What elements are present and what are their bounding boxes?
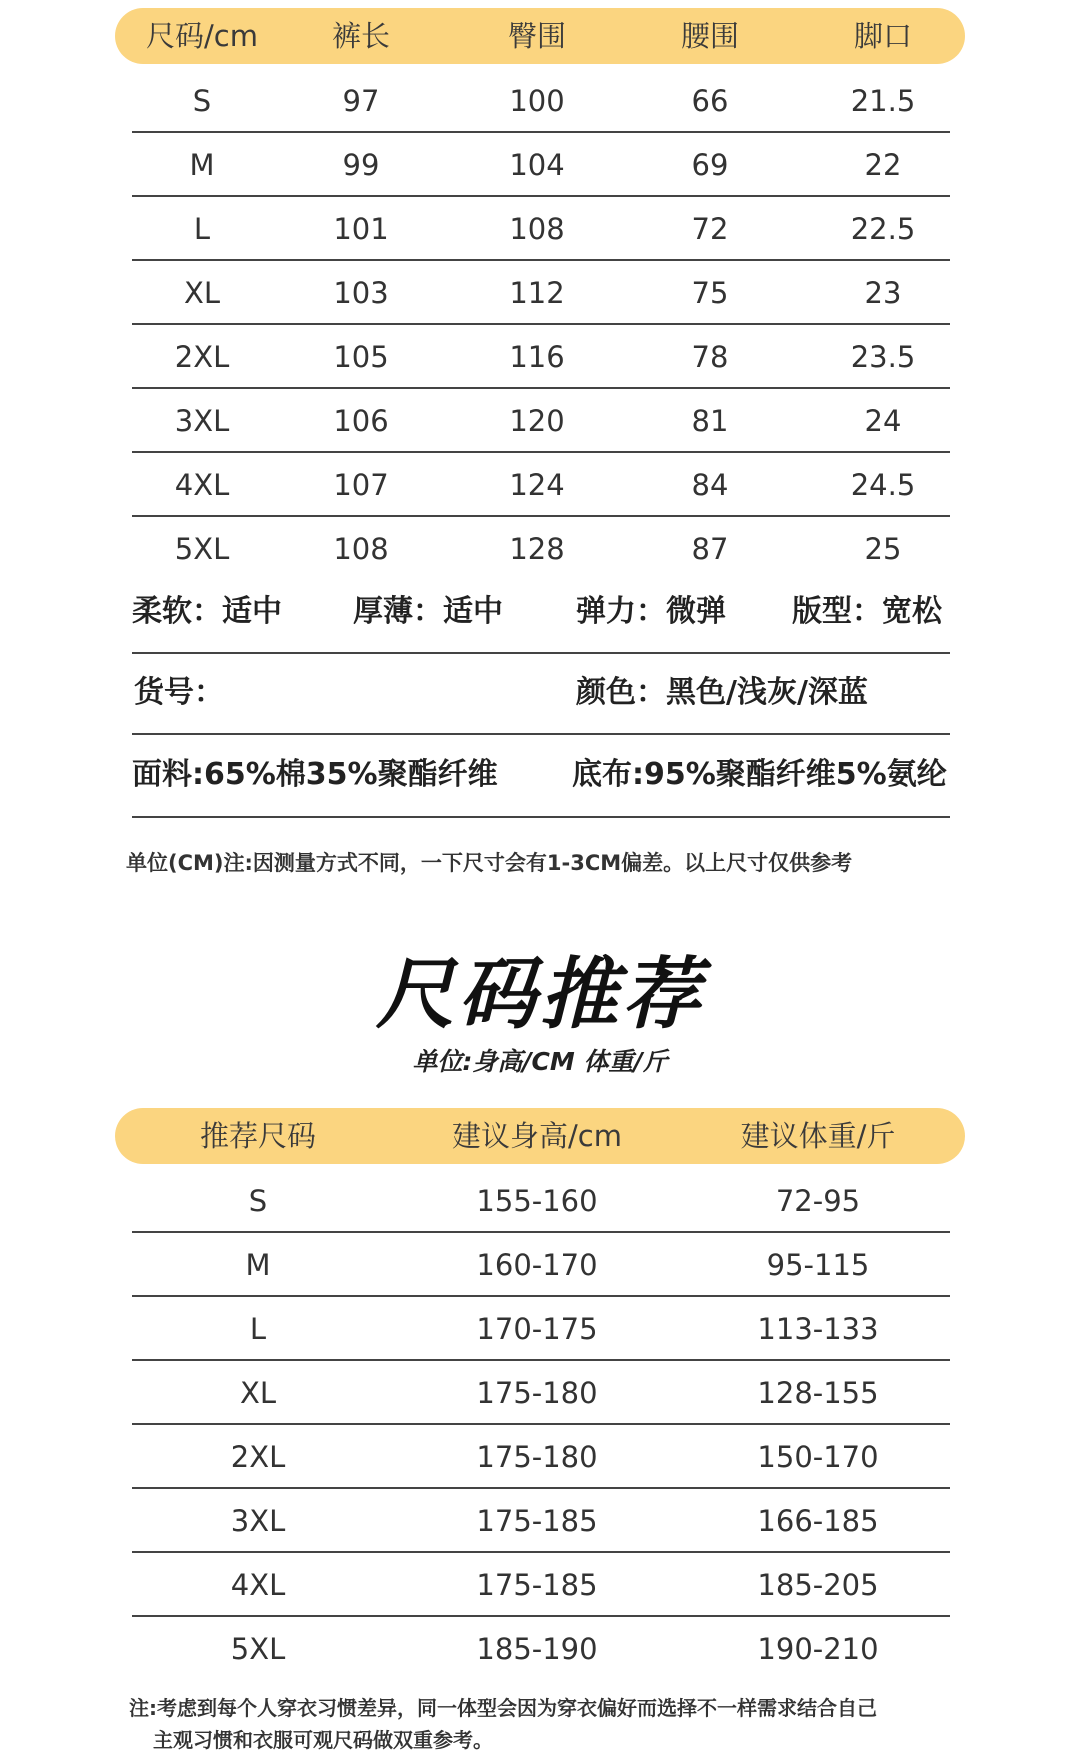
- size-hem-cell: 21.5: [850, 84, 916, 118]
- table-row: [0, 517, 1080, 581]
- recommend-size-cell: L: [249, 1312, 267, 1346]
- spec-item-number: 货号：: [134, 675, 224, 710]
- size-waist-cell: 84: [691, 468, 729, 502]
- table-row: [0, 1425, 1080, 1489]
- size-hip-cell: 116: [509, 340, 565, 374]
- size-hem-cell: 25: [864, 532, 902, 566]
- size-length-cell: 97: [342, 84, 380, 118]
- size-hem-cell: 23: [864, 276, 902, 310]
- recommend-size-cell: XL: [239, 1376, 277, 1410]
- spec-fabric: 面料:65%棉35%聚酯纤维: [132, 757, 498, 792]
- spec-colors: 颜色：黑色/浅灰/深蓝: [576, 675, 868, 710]
- size-hip-cell: 124: [509, 468, 565, 502]
- header-size: 尺码/cm: [146, 19, 258, 53]
- table-row: [0, 1361, 1080, 1425]
- header-length: 裤长: [331, 19, 391, 53]
- recommend-size-cell: M: [245, 1248, 271, 1282]
- table-row: [0, 453, 1080, 517]
- size-hem-cell: 24: [864, 404, 902, 438]
- table-row: [0, 1169, 1080, 1233]
- size-size-cell: M: [189, 148, 215, 182]
- size-size-cell: 3XL: [174, 404, 230, 438]
- recommend-weight-cell: 128-155: [757, 1376, 879, 1410]
- size-waist-cell: 81: [691, 404, 729, 438]
- size-waist-cell: 69: [691, 148, 729, 182]
- size-hip-cell: 104: [509, 148, 565, 182]
- size-size-cell: XL: [183, 276, 221, 310]
- size-hem-cell: 23.5: [850, 340, 916, 374]
- table-row: [0, 197, 1080, 261]
- header-hip: 臀围: [507, 19, 567, 53]
- footer-note-line2: 主观习惯和衣服可观尺码做双重参考。: [153, 1728, 493, 1752]
- recommend-height-cell: 160-170: [476, 1248, 598, 1282]
- size-length-cell: 108: [333, 532, 389, 566]
- size-length-cell: 103: [333, 276, 389, 310]
- header-recommended-size: 推荐尺码: [199, 1119, 317, 1153]
- recommend-height-cell: 175-180: [476, 1440, 598, 1474]
- footer-note-line1: 注:考虑到每个人穿衣习惯差异，同一体型会因为穿衣偏好而选择不一样需求结合自己: [129, 1696, 877, 1720]
- spec-divider: [132, 816, 950, 818]
- table-row: [0, 1297, 1080, 1361]
- recommend-weight-cell: 185-205: [757, 1568, 879, 1602]
- recommend-height-cell: 175-185: [476, 1504, 598, 1538]
- size-length-cell: 101: [333, 212, 389, 246]
- spec-elasticity: 弹力：微弹: [576, 594, 726, 629]
- size-length-cell: 105: [333, 340, 389, 374]
- size-size-cell: 5XL: [174, 532, 230, 566]
- recommend-weight-cell: 190-210: [757, 1632, 879, 1666]
- spec-softness: 柔软：适中: [132, 594, 282, 629]
- size-size-cell: 4XL: [174, 468, 230, 502]
- table-row: [0, 1489, 1080, 1553]
- recommend-height-cell: 155-160: [476, 1184, 598, 1218]
- recommend-subtitle: 单位:身高/CM 体重/斤: [412, 1047, 668, 1076]
- table-row: [0, 389, 1080, 453]
- table-row: [0, 1233, 1080, 1297]
- size-hip-cell: 100: [509, 84, 565, 118]
- size-waist-cell: 72: [691, 212, 729, 246]
- recommend-title: 尺码推荐: [375, 950, 704, 1040]
- spec-thickness: 厚薄：适中: [353, 594, 503, 629]
- size-length-cell: 99: [342, 148, 380, 182]
- table-row: [0, 1617, 1080, 1681]
- size-hip-cell: 112: [509, 276, 565, 310]
- size-size-cell: L: [193, 212, 211, 246]
- size-waist-cell: 75: [691, 276, 729, 310]
- recommend-weight-cell: 95-115: [766, 1248, 870, 1282]
- size-size-cell: S: [192, 84, 212, 118]
- table-row: [0, 261, 1080, 325]
- recommend-weight-cell: 72-95: [775, 1184, 861, 1218]
- recommend-height-cell: 175-185: [476, 1568, 598, 1602]
- size-hem-cell: 24.5: [850, 468, 916, 502]
- size-hip-cell: 120: [509, 404, 565, 438]
- size-length-cell: 107: [333, 468, 389, 502]
- size-hem-cell: 22: [864, 148, 902, 182]
- recommend-weight-cell: 113-133: [757, 1312, 879, 1346]
- size-waist-cell: 87: [691, 532, 729, 566]
- header-hem: 脚口: [853, 19, 913, 53]
- recommend-height-cell: 170-175: [476, 1312, 598, 1346]
- measure-note: 单位(CM)注:因测量方式不同，一下尺寸会有1-3CM偏差。以上尺寸仅供参考: [126, 851, 853, 875]
- header-height: 建议身高/cm: [452, 1119, 622, 1153]
- size-chart-header: [115, 8, 965, 64]
- size-hem-cell: 22.5: [850, 212, 916, 246]
- header-weight: 建议体重/斤: [740, 1119, 896, 1153]
- recommend-header: [115, 1108, 965, 1164]
- recommend-height-cell: 185-190: [476, 1632, 598, 1666]
- recommend-size-cell: 5XL: [230, 1632, 286, 1666]
- spec-divider: [132, 733, 950, 735]
- recommend-size-cell: 3XL: [230, 1504, 286, 1538]
- recommend-weight-cell: 150-170: [757, 1440, 879, 1474]
- table-row: [0, 1553, 1080, 1617]
- size-hip-cell: 108: [509, 212, 565, 246]
- size-waist-cell: 78: [691, 340, 729, 374]
- size-waist-cell: 66: [691, 84, 729, 118]
- spec-lining: 底布:95%聚酯纤维5%氨纶: [572, 757, 947, 792]
- recommend-size-cell: 2XL: [230, 1440, 286, 1474]
- size-hip-cell: 128: [509, 532, 565, 566]
- size-length-cell: 106: [333, 404, 389, 438]
- table-row: [0, 133, 1080, 197]
- table-row: [0, 69, 1080, 133]
- recommend-height-cell: 175-180: [476, 1376, 598, 1410]
- size-size-cell: 2XL: [174, 340, 230, 374]
- spec-fit: 版型：宽松: [792, 594, 942, 629]
- spec-divider: [132, 652, 950, 654]
- recommend-size-cell: 4XL: [230, 1568, 286, 1602]
- table-row: [0, 325, 1080, 389]
- recommend-weight-cell: 166-185: [757, 1504, 879, 1538]
- header-waist: 腰围: [680, 19, 740, 53]
- recommend-size-cell: S: [248, 1184, 268, 1218]
